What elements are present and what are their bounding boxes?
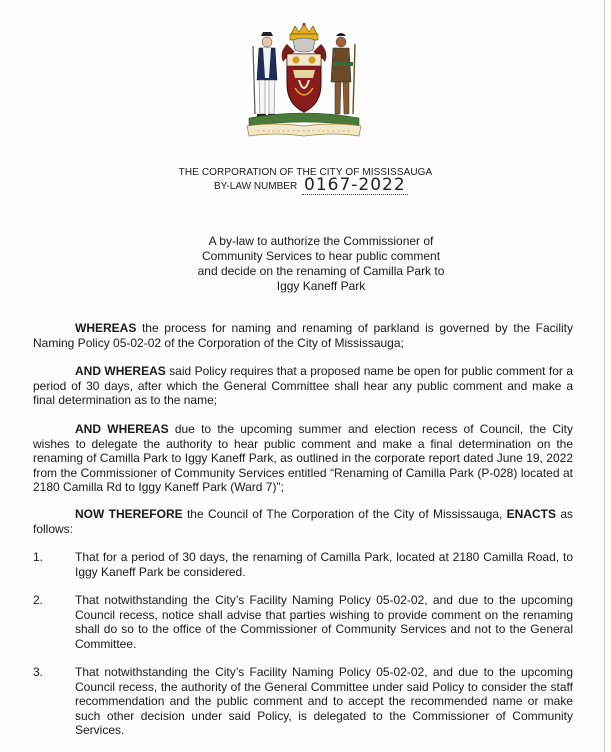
item-text-2: That notwithstanding the City’s Facility Naming Policy 05-02-02, and due to the upcoming Council recess, notice shall advise that parties wishing to provide comment on the renaming shall do so to the office of the Commissioner of Community Services and not to the General Committee.: [75, 593, 573, 651]
bylaw-number: 0167-2022: [304, 175, 406, 195]
whereas-clause-1: [33, 321, 573, 350]
whereas-clause-3: [33, 422, 573, 495]
bylaw-purpose: A by-law to authorize the Commissioner of Community Services to hear public comment and decide on the renaming of Camilla Park to Iggy Kaneff Park: [197, 234, 445, 293]
page-edge: [604, 0, 605, 752]
item-number-1: 1.: [33, 550, 44, 564]
clause-text: said Policy requires that a proposed name be open for public comment for a period of 30 days, after which the General Committee shall hear any public comment and make a final determination as to the name;: [33, 364, 573, 408]
clause-text: the process for naming and renaming of parkland is governed by the Facility Naming Policy 05-02-02 of the Corporation of the City of Mississauga;: [33, 321, 573, 350]
enacting-tail: as follows:: [33, 507, 574, 536]
enacting-clause: [33, 507, 573, 536]
clause-lead: AND WHEREAS: [75, 364, 166, 378]
enacting-text: the Council of The Corporation of the City of Mississauga,: [182, 507, 507, 521]
coat-of-arms-icon: [243, 22, 365, 140]
item-text-1: That for a period of 30 days, the renaming of Camilla Park, located at 2180 Camilla Road, to Iggy Kaneff Park be considered.: [75, 550, 573, 579]
clause-lead: WHEREAS: [75, 321, 137, 335]
item-text-3: That notwithstanding the City’s Facility Naming Policy 05-02-02, and due to the upcoming Council recess, the authority of the General Committee under said Policy to consider the staff recommendation and the public comment and to accept the recommended name or make such other decision under said Policy, is delegated to the Commissioner of Community Services.: [75, 665, 573, 738]
item-number-2: 2.: [33, 593, 44, 607]
whereas-clause-2: [33, 364, 573, 408]
enacts-word: ENACTS: [506, 507, 557, 521]
corporation-name: THE CORPORATION OF THE CITY OF MISSISSAUGA: [178, 167, 433, 178]
clause-text: due to the upcoming summer and election recess of Council, the City wishes to delegate the authority to hear public comment and make a final determination on the renaming of Camilla Park to Iggy Kaneff Park, as outlined in the corporate report dated June 19, 2022 from the Commissioner of Community Services entitled “Renaming of Camilla Park (P-028) located at 2180 Camilla Rd to Iggy Kaneff Park (Ward 7)”;: [33, 422, 573, 495]
enacting-lead: NOW THEREFORE: [75, 507, 183, 521]
item-number-3: 3.: [33, 665, 44, 679]
bylaw-label: BY-LAW NUMBER: [214, 181, 298, 192]
clause-lead: AND WHEREAS: [75, 422, 169, 436]
